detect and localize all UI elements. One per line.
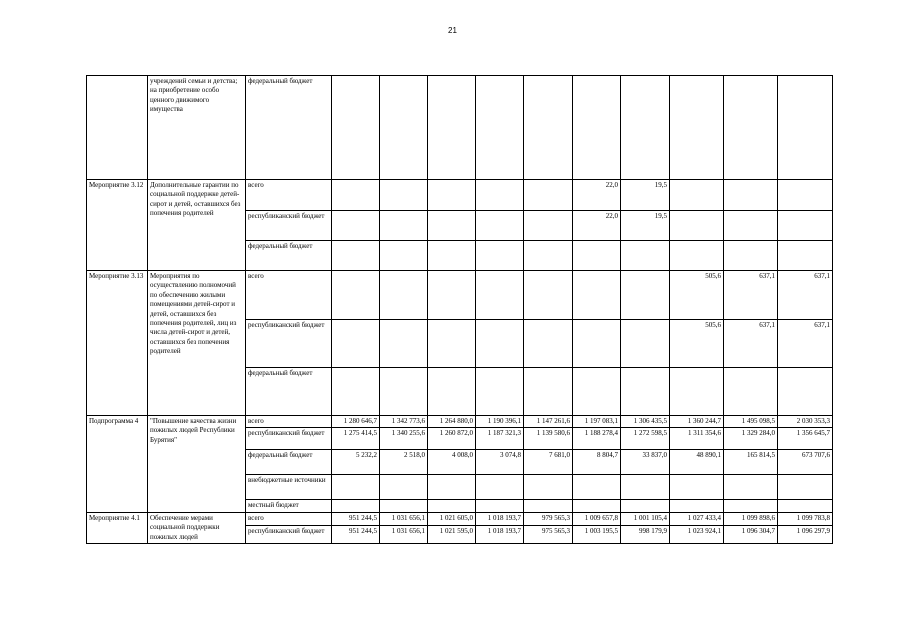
amount-cell (670, 500, 724, 512)
amount-cell: 1 260 872,0 (428, 428, 476, 450)
amount-cell (380, 320, 428, 368)
amount-cell: 1 031 656,1 (380, 525, 428, 543)
amount-cell (670, 368, 724, 416)
amount-cell (621, 475, 670, 500)
amount-cell: 22,0 (573, 211, 621, 241)
amount-cell (476, 76, 524, 180)
amount-cell (573, 368, 621, 416)
funding-source-cell: всего (246, 512, 332, 525)
amount-cell (428, 211, 476, 241)
program-code-cell: Мероприятие 4.1 (87, 512, 148, 543)
program-name-cell: Дополнительные гарантии по социальной поддержке детей-сирот и детей, оставшихся без попечения родителей (148, 180, 246, 271)
amount-cell: 22,0 (573, 180, 621, 211)
amount-cell (380, 500, 428, 512)
table-row (87, 271, 833, 320)
amount-cell (428, 76, 476, 180)
amount-cell: 5 232,2 (332, 450, 380, 475)
amount-cell (476, 320, 524, 368)
amount-cell: 673 707,6 (778, 450, 833, 475)
amount-cell (332, 180, 380, 211)
amount-cell: 1 099 898,6 (724, 512, 778, 525)
amount-cell (428, 500, 476, 512)
amount-cell: 1 018 193,7 (476, 525, 524, 543)
amount-cell: 7 681,0 (524, 450, 573, 475)
amount-cell (524, 211, 573, 241)
amount-cell: 1 188 278,4 (573, 428, 621, 450)
program-code-cell: Мероприятие 3.12 (87, 180, 148, 271)
amount-cell: 1 023 924,1 (670, 525, 724, 543)
amount-cell (573, 320, 621, 368)
program-code-cell: Подпрограмма 4 (87, 416, 148, 513)
page-number: 21 (448, 26, 457, 35)
amount-cell: 505,6 (670, 320, 724, 368)
funding-source-cell: всего (246, 416, 332, 428)
amount-cell: 1 340 255,6 (380, 428, 428, 450)
amount-cell (332, 211, 380, 241)
amount-cell (778, 500, 833, 512)
amount-cell: 637,1 (724, 320, 778, 368)
amount-cell (524, 180, 573, 211)
program-code-cell (87, 76, 148, 180)
amount-cell: 637,1 (778, 271, 833, 320)
amount-cell (778, 241, 833, 271)
amount-cell: 1 096 304,7 (724, 525, 778, 543)
amount-cell: 1 342 773,6 (380, 416, 428, 428)
budget-table (86, 75, 833, 544)
amount-cell (621, 241, 670, 271)
table-row (87, 512, 833, 525)
amount-cell: 1 001 105,4 (621, 512, 670, 525)
program-name-cell: учреждений семьи и детства; на приобретение особо ценного движимого имущества (148, 76, 246, 180)
program-name-cell: "Повышение качества жизни пожилых людей Республики Бурятия" (148, 416, 246, 513)
amount-cell: 48 890,1 (670, 450, 724, 475)
amount-cell (428, 368, 476, 416)
amount-cell (573, 500, 621, 512)
amount-cell: 1 306 435,5 (621, 416, 670, 428)
amount-cell (724, 368, 778, 416)
amount-cell (380, 76, 428, 180)
funding-source-cell: всего (246, 271, 332, 320)
amount-cell: 1 275 414,5 (332, 428, 380, 450)
amount-cell: 1 021 595,0 (428, 525, 476, 543)
amount-cell (380, 241, 428, 271)
funding-source-cell: федеральный бюджет (246, 368, 332, 416)
amount-cell (573, 241, 621, 271)
amount-cell (476, 271, 524, 320)
amount-cell (332, 475, 380, 500)
amount-cell: 1 495 098,5 (724, 416, 778, 428)
funding-source-cell: федеральный бюджет (246, 450, 332, 475)
amount-cell: 951 244,5 (332, 525, 380, 543)
amount-cell: 33 837,0 (621, 450, 670, 475)
amount-cell (724, 500, 778, 512)
amount-cell: 637,1 (778, 320, 833, 368)
program-code-cell: Мероприятие 3.13 (87, 271, 148, 416)
amount-cell (476, 500, 524, 512)
funding-source-cell: внебюджетные источники (246, 475, 332, 500)
amount-cell (670, 475, 724, 500)
amount-cell (380, 180, 428, 211)
amount-cell (380, 475, 428, 500)
amount-cell: 8 804,7 (573, 450, 621, 475)
amount-cell: 1 099 783,8 (778, 512, 833, 525)
amount-cell: 975 565,3 (524, 525, 573, 543)
amount-cell (476, 241, 524, 271)
amount-cell (670, 76, 724, 180)
amount-cell: 1 021 605,0 (428, 512, 476, 525)
funding-source-cell: федеральный бюджет (246, 76, 332, 180)
amount-cell (778, 76, 833, 180)
amount-cell (670, 180, 724, 211)
amount-cell: 1 096 297,9 (778, 525, 833, 543)
amount-cell (332, 241, 380, 271)
funding-source-cell: федеральный бюджет (246, 241, 332, 271)
amount-cell (621, 76, 670, 180)
funding-source-cell: республиканский бюджет (246, 428, 332, 450)
amount-cell (724, 211, 778, 241)
amount-cell (428, 180, 476, 211)
amount-cell: 2 518,0 (380, 450, 428, 475)
amount-cell (524, 368, 573, 416)
table-row (87, 76, 833, 180)
amount-cell: 998 179,9 (621, 525, 670, 543)
amount-cell: 637,1 (724, 271, 778, 320)
amount-cell (573, 76, 621, 180)
amount-cell: 1 329 284,0 (724, 428, 778, 450)
funding-source-cell: республиканский бюджет (246, 211, 332, 241)
amount-cell (332, 320, 380, 368)
amount-cell (778, 475, 833, 500)
amount-cell (524, 271, 573, 320)
amount-cell (428, 271, 476, 320)
amount-cell (621, 320, 670, 368)
amount-cell (573, 271, 621, 320)
amount-cell: 951 244,5 (332, 512, 380, 525)
amount-cell (476, 368, 524, 416)
funding-source-cell: республиканский бюджет (246, 320, 332, 368)
amount-cell: 1 139 580,6 (524, 428, 573, 450)
amount-cell (524, 320, 573, 368)
amount-cell (778, 180, 833, 211)
program-name-cell: Мероприятия по осуществлению полномочий по обеспечению жилыми помещениями детей-сирот и детей, оставшихся без попечения родителей, лиц из числа детей-сирот и детей, оставшихся без попечения родителей (148, 271, 246, 416)
amount-cell (524, 241, 573, 271)
amount-cell: 1 356 645,7 (778, 428, 833, 450)
amount-cell (524, 475, 573, 500)
amount-cell (380, 271, 428, 320)
amount-cell: 1 003 195,5 (573, 525, 621, 543)
amount-cell: 1 311 354,6 (670, 428, 724, 450)
table-row (87, 180, 833, 211)
amount-cell (524, 76, 573, 180)
amount-cell (670, 241, 724, 271)
amount-cell: 4 008,0 (428, 450, 476, 475)
funding-source-cell: местный бюджет (246, 500, 332, 512)
amount-cell: 1 009 657,8 (573, 512, 621, 525)
amount-cell: 1 360 244,7 (670, 416, 724, 428)
amount-cell (476, 475, 524, 500)
amount-cell: 1 190 396,1 (476, 416, 524, 428)
amount-cell: 2 030 353,3 (778, 416, 833, 428)
amount-cell: 19,5 (621, 211, 670, 241)
amount-cell: 1 187 321,3 (476, 428, 524, 450)
amount-cell: 19,5 (621, 180, 670, 211)
amount-cell: 979 565,3 (524, 512, 573, 525)
amount-cell: 1 018 193,7 (476, 512, 524, 525)
amount-cell: 1 280 646,7 (332, 416, 380, 428)
amount-cell (476, 180, 524, 211)
amount-cell (621, 271, 670, 320)
amount-cell (332, 368, 380, 416)
amount-cell: 1 027 433,4 (670, 512, 724, 525)
amount-cell (778, 368, 833, 416)
amount-cell (724, 241, 778, 271)
amount-cell (621, 368, 670, 416)
amount-cell (332, 76, 380, 180)
amount-cell (670, 211, 724, 241)
funding-source-cell: всего (246, 180, 332, 211)
amount-cell (332, 500, 380, 512)
amount-cell (380, 211, 428, 241)
amount-cell (476, 211, 524, 241)
amount-cell (380, 368, 428, 416)
amount-cell: 165 814,5 (724, 450, 778, 475)
amount-cell: 1 272 598,5 (621, 428, 670, 450)
amount-cell (724, 475, 778, 500)
amount-cell (428, 241, 476, 271)
amount-cell (724, 180, 778, 211)
amount-cell: 1 264 880,0 (428, 416, 476, 428)
amount-cell (724, 76, 778, 180)
amount-cell: 1 031 656,1 (380, 512, 428, 525)
amount-cell (573, 475, 621, 500)
amount-cell: 3 074,8 (476, 450, 524, 475)
funding-source-cell: республиканский бюджет (246, 525, 332, 543)
program-name-cell: Обеспечение мерами социальной поддержки пожилых людей (148, 512, 246, 543)
table-row (87, 416, 833, 428)
amount-cell (778, 211, 833, 241)
amount-cell (621, 500, 670, 512)
amount-cell: 505,6 (670, 271, 724, 320)
amount-cell (428, 475, 476, 500)
amount-cell: 1 147 261,6 (524, 416, 573, 428)
amount-cell: 1 197 083,1 (573, 416, 621, 428)
amount-cell (524, 500, 573, 512)
amount-cell (428, 320, 476, 368)
amount-cell (332, 271, 380, 320)
